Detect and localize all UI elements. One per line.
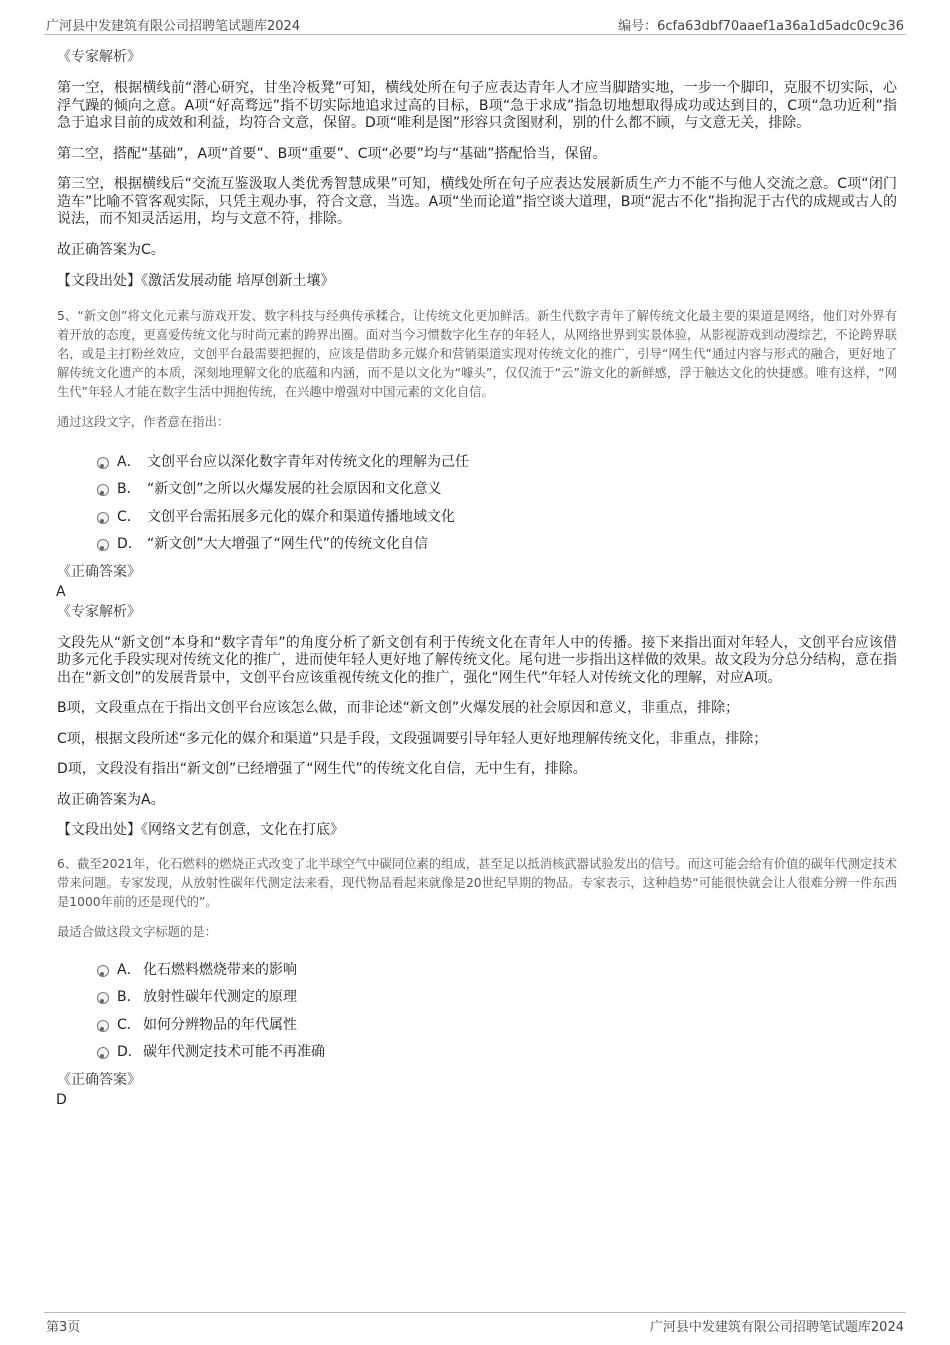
q4-conclusion: 故正确答案为C。: [57, 241, 165, 258]
q6-answer-label: 《正确答案》: [57, 1071, 141, 1088]
q5-option-b[interactable]: [57, 476, 897, 504]
header-title: 广河县中发建筑有限公司招聘笔试题库2024: [46, 19, 301, 34]
radio-icon[interactable]: [97, 1020, 109, 1032]
q5-analysis-paragraph-2: B项，文段重点在于指出文创平台应该怎么做，而非论述“新文创”火爆发展的社会原因和意义，非重点，排除；: [57, 700, 740, 716]
option-text: 碳年代测定技术可能不再准确: [143, 1044, 325, 1060]
q6-options: [57, 957, 897, 1067]
q5-option-d[interactable]: [57, 531, 897, 559]
q5-stem: 5、“新文创”将文化元素与游戏开发、数字科技与经典传承糅合，让传统文化更加鲜活。新生代数字青年了解传统文化最主要的渠道是网络，他们对外界有着开放的态度，更喜爱传统文化与时尚元素的跨界出圈。面对当今习惯数字化生存的年轻人，从网络世界到实景体验，从影视游戏到动漫综艺，不论跨界联名，或是主打粉丝效应，文创平台最需要把握的，应该是借助多元媒介和营销渠道实现对传统文化的推广，引导“网生代”通过内容与形式的融合，更好地了解传统文化遗产的本质，深刻地理解文化的底蕴和内涵，而不是以文化为“噱头”，仅仅流于“云”游文化的新鲜感，浮于触达文化的快捷感。唯有这样，“网生代”年轻人才能在数字生活中拥抱传统，在兴趣中增强对中国元素的文化自信。: [57, 308, 897, 399]
option-text: 文创平台需拓展多元化的媒介和渠道传播地域文化: [147, 508, 455, 525]
radio-icon[interactable]: [97, 965, 109, 977]
radio-icon[interactable]: [97, 457, 109, 469]
option-text: 化石燃料燃烧带来的影响: [143, 961, 297, 978]
option-text: 放射性碳年代测定的原理: [143, 989, 297, 1005]
radio-icon[interactable]: [97, 992, 109, 1004]
option-key: A．: [117, 453, 141, 470]
option-key: C．: [117, 1016, 141, 1033]
page-content: [57, 40, 897, 1109]
q4-analysis-paragraph-1: 第一空，根据横线前“潜心研究，甘坐冷板凳”可知，横线处所在句子应表达青年人才应当脚踏实地，一步一个脚印，克服不切实际，心浮气躁的倾向之意。A项“好高骛远”指不切实际地追求过高的目标，B项“急于求成”指急切地想取得成功或达到目的，C项“急功近利”指急于追求目前的成效和利益，均符合文意，保留。D项“唯利是图”形容只贪图财利，别的什么都不顾，与文意无关，排除。: [57, 80, 897, 131]
option-text: “新文创”大大增强了“网生代”的传统文化自信: [147, 536, 429, 552]
option-text: 文创平台应以深化数字青年对传统文化的理解为己任: [147, 453, 469, 470]
q6-question: 最适合做这段文字标题的是：: [57, 924, 217, 939]
q5-conclusion: 故正确答案为A。: [57, 791, 165, 808]
q5-analysis-paragraph-3: C项，根据文段所述“多元化的媒介和渠道”只是手段，文段强调要引导年轻人更好地理解传统文化，非重点，排除；: [57, 730, 768, 747]
option-key: D．: [117, 1044, 142, 1060]
radio-icon[interactable]: [97, 1047, 109, 1059]
q6-option-a[interactable]: [57, 957, 897, 985]
radio-icon[interactable]: [97, 484, 109, 496]
page-header: [44, 14, 906, 35]
q4-analysis-label: 《专家解析》: [57, 49, 141, 65]
q5-analysis-paragraph-4: D项，文段没有指出“新文创”已经增强了“网生代”的传统文化自信，无中生有，排除。: [57, 761, 587, 777]
footer-title: 广河县中发建筑有限公司招聘笔试题库2024: [649, 1320, 904, 1335]
q4-source: 【文段出处】《激活发展动能 培厚创新土壤》: [57, 273, 335, 289]
page-number: 第3页: [46, 1320, 81, 1335]
option-key: C．: [117, 508, 141, 525]
option-key: A．: [117, 961, 141, 978]
header-doc-id: 编号：6cfa63dbf70aaef1a36a1d5adc0c9c36: [618, 19, 904, 34]
option-text: “新文创”之所以火爆发展的社会原因和文化意义: [147, 481, 442, 497]
q5-answer: A: [56, 583, 66, 600]
q6-answer: D: [56, 1091, 67, 1108]
q6-option-d[interactable]: [57, 1039, 897, 1067]
q5-answer-label: 《正确答案》: [57, 563, 141, 580]
option-text: 如何分辨物品的年代属性: [143, 1016, 297, 1033]
q5-question: 通过这段文字，作者意在指出：: [57, 414, 230, 429]
q5-option-c[interactable]: [57, 504, 897, 532]
q5-source: 【文段出处】《网络文艺有创意，文化在打底》: [57, 822, 344, 838]
q4-analysis-paragraph-2: 第二空，搭配“基础”，A项“首要”、B项“重要”、C项“必要”均与“基础”搭配恰当，保留。: [57, 145, 607, 162]
q4-analysis-paragraph-3: 第三空，根据横线后“交流互鉴汲取人类优秀智慧成果”可知，横线处所在句子应表达发展新质生产力不能不与他人交流之意。C项“闭门造车”比喻不管客观实际，只凭主观办事，符合文意，当选。A项“坐而论道”指空谈大道理，B项“泥古不化”指拘泥于古代的成规或古人的说法，而不知灵活运用，均与文意不符，排除。: [57, 176, 897, 227]
radio-icon[interactable]: [97, 512, 109, 524]
q5-analysis-label: 《专家解析》: [57, 603, 141, 620]
q5-option-a[interactable]: [57, 449, 897, 477]
q6-option-c[interactable]: [57, 1012, 897, 1040]
option-key: B．: [117, 481, 141, 497]
option-key: D．: [117, 536, 142, 552]
option-key: B．: [117, 989, 141, 1005]
q6-option-b[interactable]: [57, 984, 897, 1012]
q6-stem: 6、截至2021年，化石燃料的燃烧正式改变了北半球空气中碳同位素的组成，甚至足以抵消核武器试验发出的信号。而这可能会给有价值的碳年代测定技术带来问题。专家发现，从放射性碳年代测定法来看，现代物品看起来就像是20世纪早期的物品。专家表示，这种趋势“可能很快就会让人很难分辨一件东西是1000年前的还是现代的”。: [57, 856, 897, 909]
radio-icon[interactable]: [97, 539, 109, 551]
q5-analysis-paragraph-1: 文段先从“新文创”本身和“数字青年”的角度分析了新文创有利于传统文化在青年人中的传播。接下来指出面对年轻人，文创平台应该借助多元化手段实现对传统文化的推广，进而使年轻人更好地了解传统文化。尾句进一步指出这样做的效果。故文段为分总分结构，意在指出在“新文创”的发展背景中，文创平台应该重视传统文化的推广，强化“网生代”年轻人对传统文化的理解，对应A项。: [57, 634, 897, 686]
page-footer: [44, 1312, 906, 1335]
q5-options: [57, 449, 897, 559]
